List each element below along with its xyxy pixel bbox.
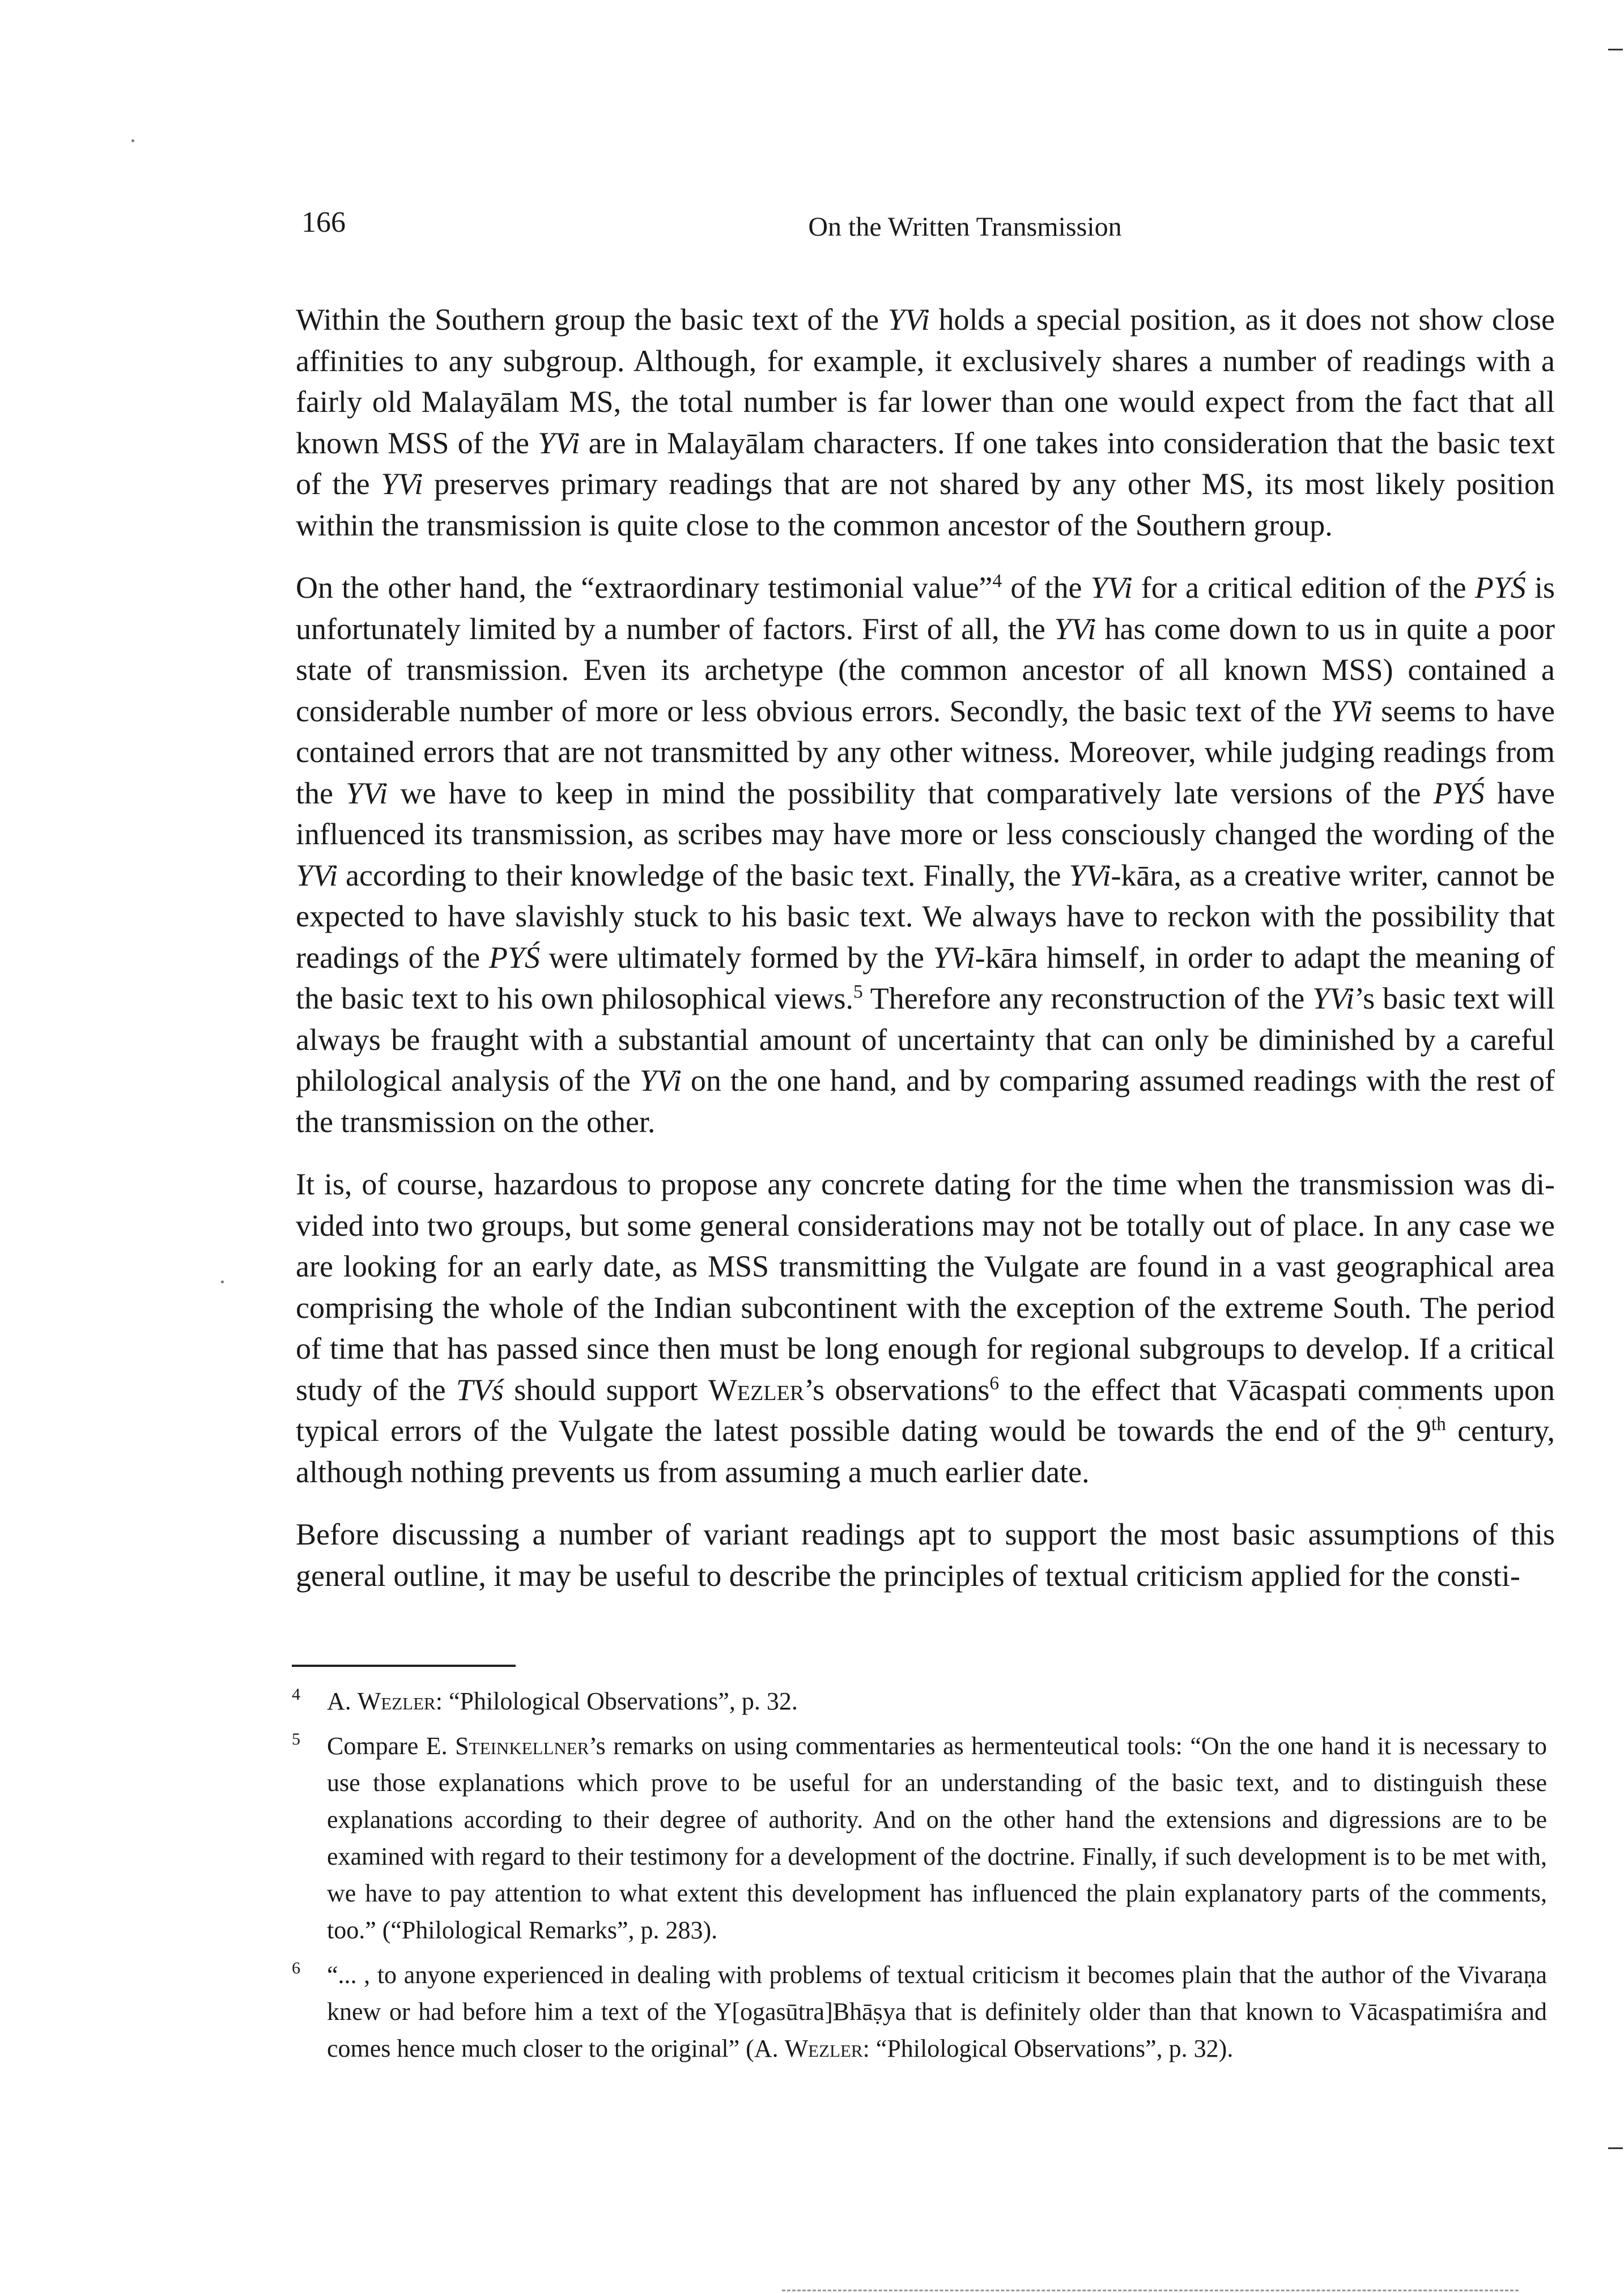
scan-edge-mark-bottom <box>1608 2147 1623 2149</box>
paragraph-3: It is, of course, hazardous to propose any concrete dating for the time when the transmission was divided into two groups, but some general considerations may not be totally out of place. In any case we are looking for an early date, as MSS transmitting the Vulgate are found in a vast geographical area comprising the whole of the Indian subcontinent with the exception of the extreme South. The period of time that has passed since then must be long enough for regional subgroups to develop. If a critical study of the TVś should support Wezler’s observations$^6$ to the effect that Vācaspati comments upon typical errors of the Vulgate the latest possible dating would be towards the end of the 9th century, although nothing prevents us from assuming a much earlier date. <box>296 1167 1555 1489</box>
page-header <box>301 203 1561 243</box>
scan-speck <box>1398 1406 1401 1409</box>
scan-edge-mark-top <box>1608 49 1623 50</box>
footnote-6: 6 “... , to anyone experienced in dealing with problems of textual criticism it becomes plain that the author of the Vivaraṇa knew or had before him a text of the Y[ogasūtra]Bhāṣya that is definitely older than that known to Vācaspatimiśra and comes hence much closer to the original” (A. Wezler: “Philological Observations”, p. 32). <box>292 1956 1547 2067</box>
footnote-4: 4 A. Wezler: “Philological Observations”, p. 32. <box>292 1683 1547 1720</box>
main-text <box>296 299 1555 1618</box>
footnote-ref-6: 6 <box>989 1372 1000 1394</box>
paragraph-1: Within the Southern group the basic text of the YVi holds a special position, as it does not show close affinities to any subgroup. Although, for example, it exclusively shares a number of readings with a fairly old Malayālam MS, the total number is far lower than one would expect from the fact that all known MSS of the YVi are in Malayālam characters. If one takes into consideration that the basic text of the YVi preserves primary readings that are not shared by any other MS, its most likely position within the transmission is quite close to the common ancestor of the Southern group. <box>296 303 1555 542</box>
footnote-mark: 6 <box>292 1959 300 1977</box>
footnote-mark: 5 <box>292 1730 300 1749</box>
page-number: 166 <box>301 206 346 239</box>
paragraph-4: Before discussing a number of variant readings apt to support the most basic assumptions of this general outline, it may be useful to describe the principles of textual criticism applied for the consti- <box>296 1517 1555 1593</box>
footnote-mark: 4 <box>292 1685 300 1704</box>
running-title: On the Written Transmission <box>808 212 1122 242</box>
footnote-rule <box>292 1665 516 1667</box>
footnotes <box>292 1683 1547 2075</box>
footnote-ref-5: 5 <box>853 981 863 1002</box>
footnote-5: 5 Compare E. Steinkellner’s remarks on using commentaries as hermenteutical tools: “On the one hand it is necessary to use those explanations which prove to be useful for an understanding of the basic text, and to distinguish these explanations according to their degree of authority. And on the other hand the extensions and digressions are to be examined with regard to their testimony for a development of the doctrine. Finally, if such development is to be met with, we have to pay attention to what extent this development has influenced the plain explanatory parts of the comments, too.” (“Philological Remarks”, p. 283). <box>292 1728 1547 1949</box>
scan-bottom-edge <box>782 2290 1519 2291</box>
paragraph-2: On the other hand, the “extraordinary testimonial value”$^4$ of the YVi for a critical edition of the PYŚ is unfortunately limited by a number of factors. First of all, the YVi has come down to us in quite a poor state of transmission. Even its archetype (the common ancestor of all known MSS) contained a considerable number of more or less obvious errors. Secondly, the basic text of the YVi seems to have contained errors that are not transmitted by any other witness. Moreover, while judging readings from the YVi we have to keep in mind the possibility that comparatively late versions of the PYŚ have influenced its transmission, as scribes may have more or less consciously changed the wording of the YVi according to their knowledge of the basic text. Finally, the YVi-kāra, as a creative writer, cannot be expected to have slavishly stuck to his basic text. We always have to reckon with the possibility that readings of the PYŚ were ultimately formed by the YVi-kāra himself, in order to adapt the meaning of the basic text to his own philosophical views.$^5$ Therefore any reconstruction of the YVi’s basic text will always be fraught with a substantial amount of uncertainty that can only be diminished by a careful philological analysis of the YVi on the one hand, and by comparing assumed readings with the rest of the transmission on the other. <box>296 571 1555 1139</box>
footnote-ref-4: 4 <box>992 571 1002 592</box>
scan-speck <box>131 139 134 142</box>
scan-speck <box>221 1280 224 1283</box>
